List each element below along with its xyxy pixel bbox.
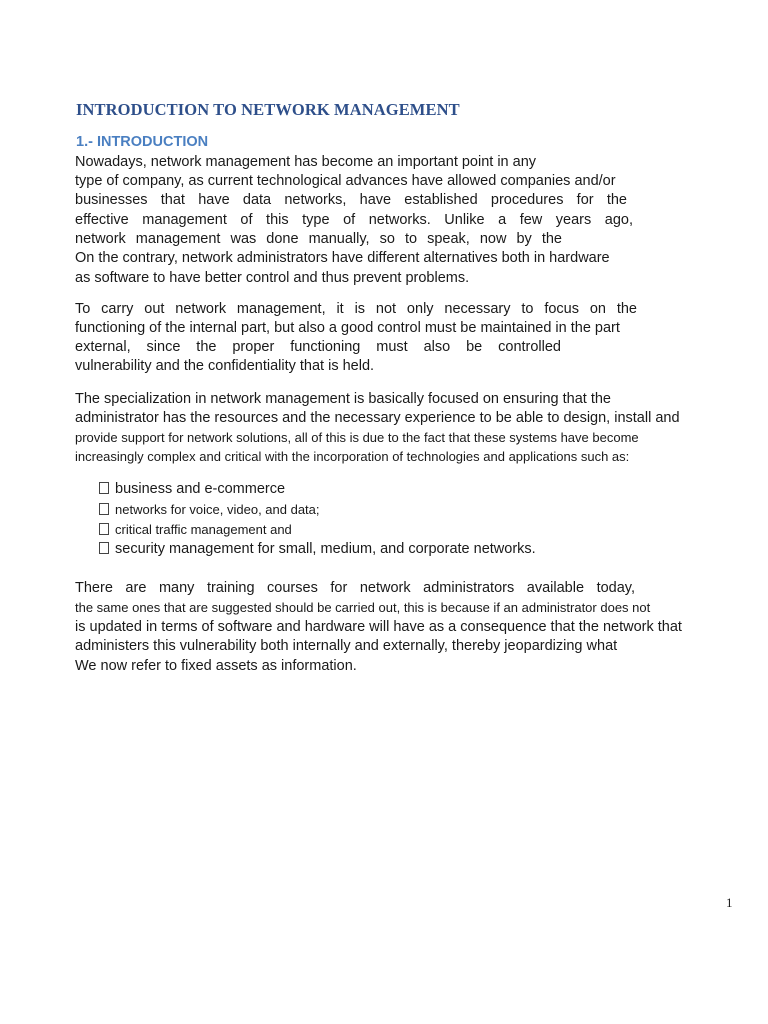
paragraph-line: functioning of the internal part, but also a good control must be maintained in the part <box>75 320 620 336</box>
paragraph-line: Nowadays, network management has become an important point in any <box>75 154 537 170</box>
paragraph-line: To carry out network management, it is not only necessary to focus on the <box>75 301 637 317</box>
paragraph-line: increasingly complex and critical with the incorporation of technologies and applications such as: <box>75 449 630 464</box>
paragraph-line: businesses that have data networks, have established procedures for the <box>75 192 627 208</box>
list-item-text: networks for voice, video, and data; <box>115 502 320 517</box>
page-number: 1 <box>726 895 733 910</box>
checkbox-glyph-icon <box>99 542 109 554</box>
list-item-text: business and e-commerce <box>115 481 286 497</box>
list-item-text: critical traffic management and <box>115 522 292 537</box>
paragraph-line: effective management of this type of networks. Unlike a few years ago, <box>75 212 633 228</box>
paragraph-line: On the contrary, network administrators have different alternatives both in hardware <box>75 250 610 266</box>
checkbox-glyph-icon <box>99 482 109 494</box>
list-item <box>99 520 292 539</box>
list-item <box>99 500 320 519</box>
paragraph-line: external, since the proper functioning must also be controlled <box>75 339 561 355</box>
paragraph-line: the same ones that are suggested should be carried out, this is because if an administrator does not <box>75 600 651 615</box>
checkbox-glyph-icon <box>99 503 109 515</box>
paragraph-line: as software to have better control and thus prevent problems. <box>75 270 470 286</box>
section-heading: 1.- INTRODUCTION <box>76 134 209 150</box>
paragraph-line: administers this vulnerability both internally and externally, thereby jeopardizing what <box>75 638 618 654</box>
paragraph-line: The specialization in network management is basically focused on ensuring that the <box>75 391 611 407</box>
paragraph-line: provide support for network solutions, all of this is due to the fact that these systems have become <box>75 430 639 445</box>
paragraph-line: administrator has the resources and the necessary experience to be able to design, install and <box>75 410 680 426</box>
paragraph-line: type of company, as current technological advances have allowed companies and/or <box>75 173 616 189</box>
paragraph-line: vulnerability and the confidentiality that is held. <box>75 358 375 374</box>
list-item <box>99 480 285 499</box>
paragraph-line: is updated in terms of software and hardware will have as a consequence that the network that <box>75 619 682 635</box>
paragraph-line: We now refer to fixed assets as information. <box>75 658 357 674</box>
document-title: INTRODUCTION TO NETWORK MANAGEMENT <box>76 100 460 119</box>
paragraph-line: There are many training courses for network administrators available today, <box>75 580 635 596</box>
list-item <box>99 540 536 559</box>
list-item-text: security management for small, medium, and corporate networks. <box>115 541 536 557</box>
paragraph-line: network management was done manually, so to speak, now by the <box>75 231 562 247</box>
checkbox-glyph-icon <box>99 523 109 535</box>
